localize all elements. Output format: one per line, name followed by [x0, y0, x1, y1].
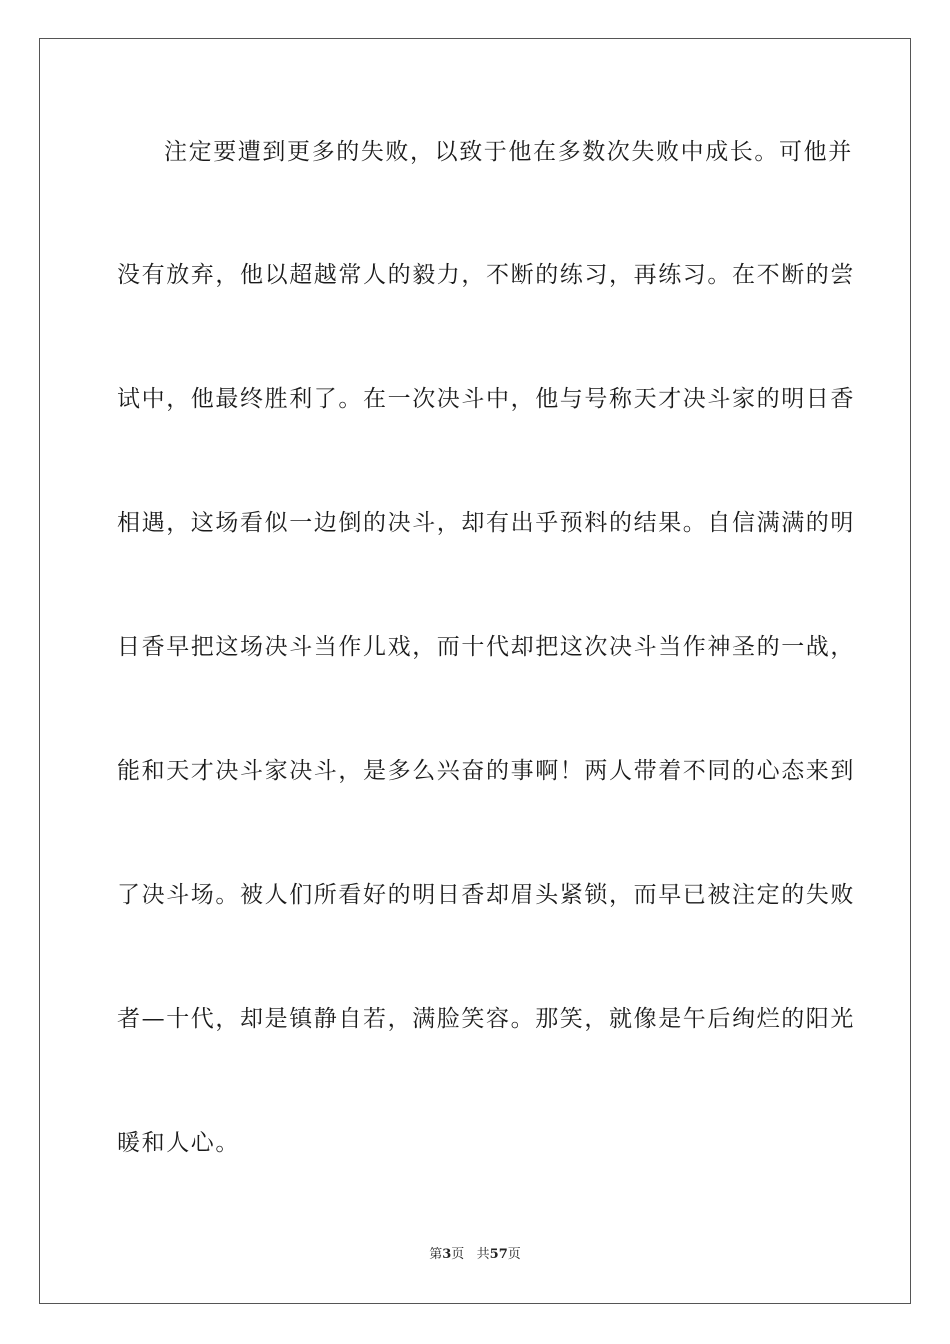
paragraph-line-5: 日香早把这场决斗当作儿戏，而十代却把这次决斗当作神圣的一战， [117, 634, 855, 660]
paragraph-line-4: 相遇，这场看似一边倒的决斗，却有出乎预料的结果。自信满满的明 [117, 510, 855, 536]
paragraph-line-8: 者—十代，却是镇静自若，满脸笑容。那笑，就像是午后绚烂的阳光 [117, 1006, 855, 1032]
paragraph-line-6: 能和天才决斗家决斗，是多么兴奋的事啊！两人带着不同的心态来到 [117, 758, 855, 784]
footer-suffix: 页 [507, 1247, 521, 1262]
paragraph-line-7: 了决斗场。被人们所看好的明日香却眉头紧锁，而早已被注定的失败 [117, 882, 855, 908]
total-pages-number: 57 [489, 1247, 508, 1262]
page-footer [0, 1246, 950, 1264]
paragraph-line-2: 没有放弃，他以超越常人的毅力，不断的练习，再练习。在不断的尝 [117, 262, 855, 288]
page-border [39, 38, 911, 1304]
paragraph-line-3: 试中，他最终胜利了。在一次决斗中，他与号称天才决斗家的明日香 [117, 386, 855, 412]
footer-prefix: 第 [429, 1247, 443, 1262]
current-page-number: 3 [442, 1247, 452, 1262]
footer-middle: 页 共 [451, 1247, 490, 1262]
paragraph-line-1: 注定要遭到更多的失败，以致于他在多数次失败中成长。可他并 [164, 139, 853, 165]
paragraph-line-9: 暖和人心。 [117, 1130, 240, 1156]
